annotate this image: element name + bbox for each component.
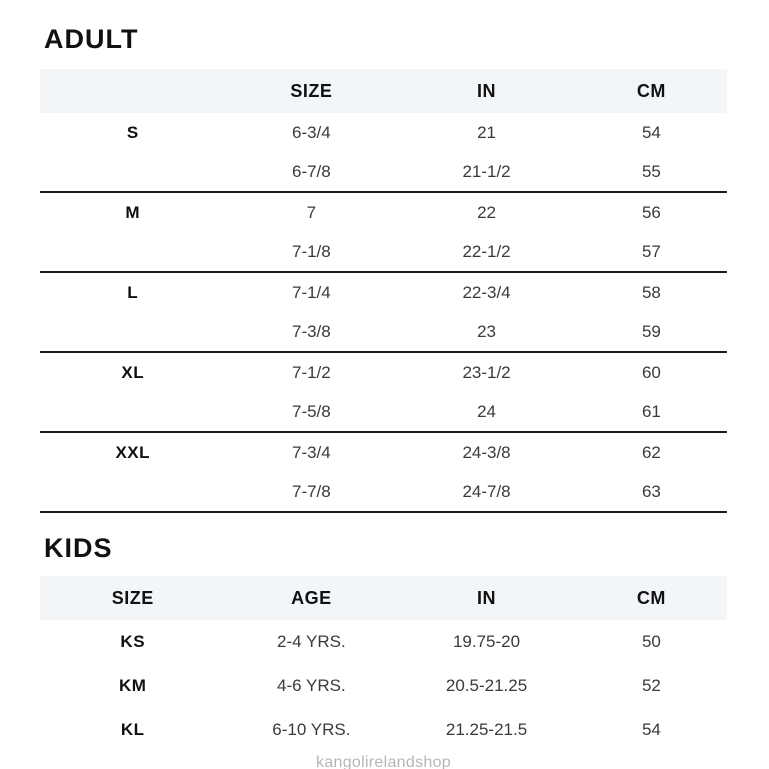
adult-cell-cm: 62 xyxy=(641,442,661,462)
adult-row-S-1 xyxy=(40,113,727,152)
adult-cell-in: 22 xyxy=(477,202,496,222)
kids-column-header-AGE: AGE xyxy=(225,576,397,620)
adult-row-XL-2 xyxy=(40,392,727,432)
adult-row-M-1 xyxy=(40,192,727,232)
adult-column-header-blank xyxy=(40,69,225,113)
adult-header-row xyxy=(40,69,727,113)
kids-cell-in: 20.5-21.25 xyxy=(445,676,528,695)
adult-column-header-IN: IN xyxy=(397,69,576,113)
adult-table-header xyxy=(40,69,727,113)
adult-cell-cm: 63 xyxy=(576,472,727,512)
adult-row-L-2 xyxy=(40,312,727,352)
adult-row-XXL-1 xyxy=(40,432,727,472)
kids-cell-cm: 52 xyxy=(641,676,661,695)
adult-size-label: S xyxy=(126,122,139,142)
adult-cell-cm: 60 xyxy=(641,362,661,382)
adult-cell-cm: 61 xyxy=(576,392,727,432)
adult-row-M-2 xyxy=(40,232,727,272)
kids-cell-age: 4-6 YRS. xyxy=(277,676,346,695)
kids-section-title: KIDS xyxy=(44,533,113,563)
kids-cell-in: 19.75-20 xyxy=(452,632,521,651)
adult-row-S-2 xyxy=(40,152,727,192)
adult-cell-size: 7-1/4 xyxy=(291,282,331,302)
adult-cell-in: 22-3/4 xyxy=(462,282,511,302)
kids-cell-cm: 50 xyxy=(641,632,661,651)
adult-cell-size: 6-7/8 xyxy=(225,152,397,192)
adult-cell-size: 7-3/8 xyxy=(225,312,397,352)
watermark: kangolirelandshop xyxy=(316,754,451,769)
adult-cell-in: 23 xyxy=(397,312,576,352)
adult-cell-in: 22-1/2 xyxy=(397,232,576,272)
kids-column-header-IN: IN xyxy=(397,576,576,620)
adult-column-header-SIZE: SIZE xyxy=(225,69,397,113)
kids-cell-size: KL xyxy=(120,720,145,739)
adult-size-label: XXL xyxy=(115,442,151,462)
adult-row-L-1 xyxy=(40,272,727,312)
kids-cell-in: 21.25-21.5 xyxy=(445,720,528,739)
adult-cell-size: 6-3/4 xyxy=(291,122,331,142)
kids-row-KM xyxy=(40,664,727,708)
adult-cell-size: 7-7/8 xyxy=(225,472,397,512)
kids-column-header-CM: CM xyxy=(576,576,727,620)
adult-table-body xyxy=(40,113,727,512)
adult-size-label xyxy=(40,312,225,352)
adult-size-label xyxy=(40,152,225,192)
adult-size-label xyxy=(40,232,225,272)
adult-size-label: L xyxy=(127,282,139,302)
kids-cell-cm: 54 xyxy=(641,720,661,739)
kids-cell-size: KM xyxy=(119,676,147,695)
kids-row-KL xyxy=(40,708,727,752)
kids-table-body xyxy=(40,620,727,752)
kids-cell-size: KS xyxy=(120,632,146,651)
kids-column-header-SIZE: SIZE xyxy=(40,576,225,620)
kids-size-table xyxy=(40,576,727,752)
adult-size-label: XL xyxy=(121,362,145,382)
kids-row-KS xyxy=(40,620,727,664)
adult-row-XXL-2 xyxy=(40,472,727,512)
adult-cell-cm: 56 xyxy=(641,202,661,222)
adult-cell-size: 7 xyxy=(306,202,317,222)
adult-size-label: M xyxy=(125,202,141,222)
adult-cell-cm: 55 xyxy=(576,152,727,192)
adult-cell-cm: 57 xyxy=(576,232,727,272)
adult-cell-size: 7-1/2 xyxy=(291,362,331,382)
adult-section-title: ADULT xyxy=(44,24,139,54)
adult-cell-in: 24 xyxy=(397,392,576,432)
adult-cell-cm: 59 xyxy=(576,312,727,352)
adult-cell-in: 21 xyxy=(477,122,496,142)
adult-column-header-CM: CM xyxy=(576,69,727,113)
adult-cell-in: 23-1/2 xyxy=(462,362,511,382)
adult-size-label xyxy=(40,472,225,512)
kids-header-row xyxy=(40,576,727,620)
adult-cell-cm: 54 xyxy=(641,122,661,142)
adult-cell-in: 24-7/8 xyxy=(397,472,576,512)
adult-cell-cm: 58 xyxy=(641,282,661,302)
adult-size-label xyxy=(40,392,225,432)
adult-cell-size: 7-5/8 xyxy=(225,392,397,432)
adult-cell-in: 21-1/2 xyxy=(397,152,576,192)
kids-cell-age: 6-10 YRS. xyxy=(272,720,351,739)
kids-cell-age: 2-4 YRS. xyxy=(277,632,346,651)
adult-row-XL-1 xyxy=(40,352,727,392)
kids-table-header xyxy=(40,576,727,620)
adult-cell-size: 7-3/4 xyxy=(291,442,331,462)
adult-cell-size: 7-1/8 xyxy=(225,232,397,272)
adult-cell-in: 24-3/8 xyxy=(462,442,511,462)
adult-size-table xyxy=(40,69,727,513)
